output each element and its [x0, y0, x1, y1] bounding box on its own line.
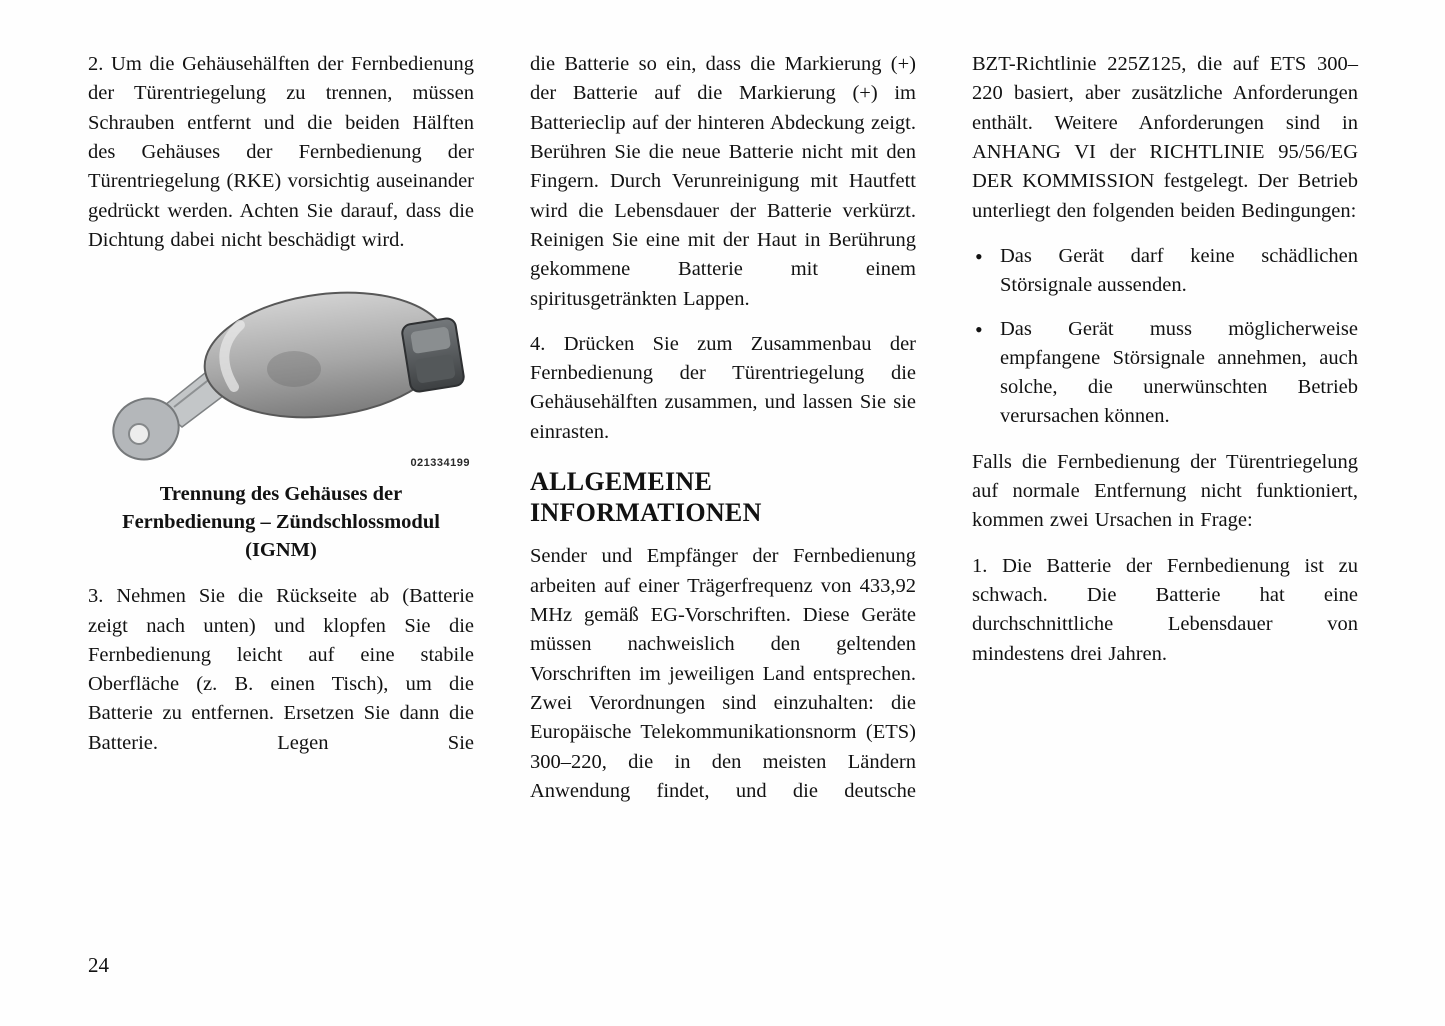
step-4-paragraph: 4. Drücken Sie zum Zusammenbau der Fernbedienung der Türentriegelung die Gehäusehälften zusammen, und lassen Sie sie einrasten. — [530, 332, 916, 443]
keyfob-illustration — [88, 271, 474, 469]
figure-caption — [88, 481, 474, 564]
keyfob-drawing-icon — [88, 271, 474, 469]
keyfob-figure — [88, 271, 474, 564]
section-heading-line1: ALLGEMEINE — [530, 467, 713, 497]
fault-intro-paragraph: Falls die Fernbedienung der Türentriegelung auf normale Entfernung nicht funktioniert, kommen zwei Ursachen in Frage: — [972, 450, 1358, 532]
key-ring-hole — [129, 424, 149, 444]
cause-1-paragraph: 1. Die Batterie der Fernbedienung ist zu schwach. Die Batterie hat eine durchschnittliche Lebensdauer von mindestens drei Jahren. — [972, 554, 1358, 665]
figure-caption-line2: Fernbedienung – Zündschlossmodul — [122, 510, 440, 533]
section-heading-allgemeine-informationen — [530, 467, 916, 528]
general-info-paragraph: Sender und Empfänger der Fernbedienung arbeiten auf einer Trägerfrequenz von 433,92 MHz gemäß EG-Vorschriften. Diese Geräte müssen nachweislich den geltenden Vorschriften im jeweiligen Land entsprechen. Zwei Verordnungen sind einzuhalten: die Europäische Telekommunikationsnorm (ETS) 300–220, die in den meisten Ländern Anwendung findet, und die deutsche — [530, 545, 916, 802]
section-heading-line2: INFORMATIONEN — [530, 497, 762, 527]
step-3-paragraph: 3. Nehmen Sie die Rückseite ab (Batterie zeigt nach unten) und klopfen Sie die Fernbedienung leicht auf eine stabile Oberfläche (z. B. einen Tisch), um die Batterie zu entfernen. Ersetzen Sie dann die Batterie. Legen Sie — [88, 585, 474, 754]
bullet-item-1: • Das Gerät darf keine schädlichen Störsignale aussenden. — [972, 242, 1358, 301]
column-3 — [972, 50, 1358, 822]
general-info-continued-paragraph: BZT-Richtlinie 225Z125, die auf ETS 300–220 basiert, aber zusätzliche Anforderungen enthält. Weitere Anforderungen sind in ANHANG VI der RICHTLINIE 95/56/EG DER KOMMISSION festgelegt. Der Betrieb unterliegt den folgenden beiden Bedingungen: — [972, 53, 1358, 222]
photo-id: 021334199 — [410, 457, 470, 470]
figure-caption-line1: Trennung des Gehäuses der — [159, 483, 403, 506]
column-2 — [530, 50, 916, 822]
bullet-item-2: • Das Gerät muss möglicherweise empfangene Störsignale annehmen, auch solche, die unerwünschten Betrieb verursachen können. — [972, 315, 1358, 432]
page-number: 24 — [88, 953, 109, 977]
step-3-continued-paragraph: die Batterie so ein, dass die Markierung (+) der Batterie auf die Markierung (+) im Batterieclip auf der hinteren Abdeckung zeigt. Berühren Sie die neue Batterie nicht mit den Fingern. Durch Verunreinigung mit Hautfett wird die Lebensdauer der Batterie verkürzt. Reinigen Sie eine mit der Haut in Berührung gekommene Batterie mit einem spiritusgetränkten Lappen. — [530, 53, 916, 310]
column-1 — [88, 50, 474, 822]
fob-clip-module — [401, 317, 465, 393]
conditions-bullet-list — [972, 242, 1358, 432]
step-2-paragraph: 2. Um die Gehäusehälften der Fernbedienung der Türentriegelung zu trennen, müssen Schrauben entfernt und die beiden Hälften des Gehäuses der Fernbedienung der Türentriegelung (RKE) vorsichtig auseinander gedrückt werden. Achten Sie darauf, dass die Dichtung dabei nicht beschädigt wird. — [88, 53, 474, 251]
three-column-layout — [88, 50, 1358, 822]
figure-caption-line3: (IGNM) — [245, 538, 317, 561]
